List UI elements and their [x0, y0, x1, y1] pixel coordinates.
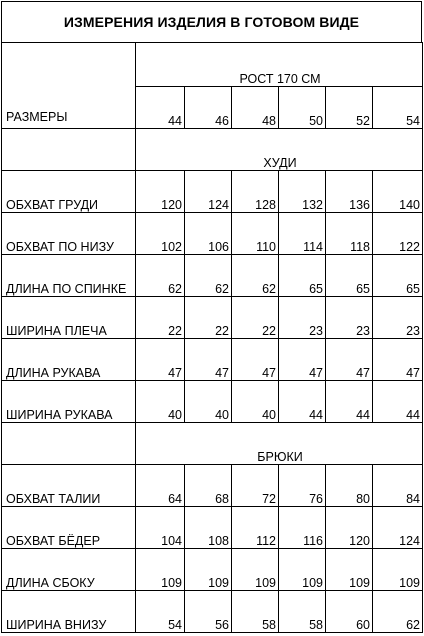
measurement-value: 110 [232, 213, 279, 255]
measurement-label: ОБХВАТ ГРУДИ [2, 171, 136, 213]
measurement-value: 44 [373, 381, 423, 423]
measurement-value: 44 [326, 381, 373, 423]
measurement-value: 120 [136, 171, 185, 213]
measurement-value: 112 [232, 507, 279, 549]
measurement-value: 23 [279, 297, 326, 339]
measurement-value: 118 [326, 213, 373, 255]
size-header-cell: 44 [136, 87, 185, 129]
table-row [2, 171, 423, 213]
measurement-value: 62 [373, 591, 423, 633]
measurement-label: ДЛИНА ПО СПИНКЕ [2, 255, 136, 297]
measurement-value: 64 [136, 465, 185, 507]
height-header-row [2, 43, 423, 87]
measurement-value: 47 [185, 339, 232, 381]
measurement-value: 22 [136, 297, 185, 339]
measurement-value: 65 [373, 255, 423, 297]
measurement-value: 72 [232, 465, 279, 507]
height-label: РОСТ 170 СМ [136, 43, 423, 87]
measurement-label: ДЛИНА РУКАВА [2, 339, 136, 381]
measurement-value: 109 [373, 549, 423, 591]
measurement-value: 109 [185, 549, 232, 591]
measurement-label: ОБХВАТ ТАЛИИ [2, 465, 136, 507]
size-header-cell: 46 [185, 87, 232, 129]
measurement-value: 47 [279, 339, 326, 381]
table-row [2, 255, 423, 297]
measurement-value: 109 [279, 549, 326, 591]
table-row [2, 549, 423, 591]
sizes-label-cell [2, 43, 136, 129]
measurement-value: 124 [373, 507, 423, 549]
section-header-row [2, 129, 423, 171]
measurement-value: 122 [373, 213, 423, 255]
measurement-value: 80 [326, 465, 373, 507]
chart-title: ИЗМЕРЕНИЯ ИЗДЕЛИЯ В ГОТОВОМ ВИДЕ [1, 1, 422, 43]
table-row [2, 381, 423, 423]
size-header-cell: 52 [326, 87, 373, 129]
measurement-label: ОБХВАТ БЁДЕР [2, 507, 136, 549]
measurement-value: 62 [136, 255, 185, 297]
section-title: БРЮКИ [136, 423, 423, 465]
measurement-value: 56 [185, 591, 232, 633]
measurement-value: 58 [279, 591, 326, 633]
measurement-value: 108 [185, 507, 232, 549]
measurement-label: ШИРИНА РУКАВА [2, 381, 136, 423]
measurement-value: 22 [185, 297, 232, 339]
measurement-value: 62 [232, 255, 279, 297]
measurement-value: 109 [136, 549, 185, 591]
measurement-value: 106 [185, 213, 232, 255]
measurement-label: ШИРИНА ВНИЗУ [2, 591, 136, 633]
section-blank-cell [2, 423, 136, 465]
measurement-value: 47 [326, 339, 373, 381]
measurement-table [1, 42, 423, 633]
table-row [2, 591, 423, 633]
section-blank-cell [2, 129, 136, 171]
measurement-value: 47 [136, 339, 185, 381]
section-header-row [2, 423, 423, 465]
measurement-value: 65 [326, 255, 373, 297]
sizes-label: РАЗМЕРЫ [6, 110, 68, 124]
measurement-value: 47 [373, 339, 423, 381]
measurement-value: 109 [232, 549, 279, 591]
measurement-value: 68 [185, 465, 232, 507]
measurement-value: 132 [279, 171, 326, 213]
measurement-value: 120 [326, 507, 373, 549]
measurement-value: 40 [232, 381, 279, 423]
measurement-label: ДЛИНА СБОКУ [2, 549, 136, 591]
measurement-value: 116 [279, 507, 326, 549]
measurement-value: 40 [136, 381, 185, 423]
measurement-label: ОБХВАТ ПО НИЗУ [2, 213, 136, 255]
table-row [2, 297, 423, 339]
measurement-value: 102 [136, 213, 185, 255]
table-row [2, 465, 423, 507]
measurement-value: 128 [232, 171, 279, 213]
measurement-value: 104 [136, 507, 185, 549]
measurement-value: 124 [185, 171, 232, 213]
measurement-value: 40 [185, 381, 232, 423]
measurement-value: 136 [326, 171, 373, 213]
measurement-value: 60 [326, 591, 373, 633]
size-header-cell: 54 [373, 87, 423, 129]
measurement-value: 47 [232, 339, 279, 381]
measurement-value: 140 [373, 171, 423, 213]
measurement-value: 58 [232, 591, 279, 633]
measurement-value: 114 [279, 213, 326, 255]
measurement-value: 23 [373, 297, 423, 339]
measurement-value: 76 [279, 465, 326, 507]
measurement-value: 84 [373, 465, 423, 507]
measurement-value: 65 [279, 255, 326, 297]
measurement-value: 54 [136, 591, 185, 633]
size-header-cell: 48 [232, 87, 279, 129]
table-row [2, 213, 423, 255]
measurement-value: 62 [185, 255, 232, 297]
section-title: ХУДИ [136, 129, 423, 171]
measurement-label: ШИРИНА ПЛЕЧА [2, 297, 136, 339]
measurement-value: 22 [232, 297, 279, 339]
table-row [2, 507, 423, 549]
table-row [2, 339, 423, 381]
size-header-cell: 50 [279, 87, 326, 129]
measurement-value: 23 [326, 297, 373, 339]
measurement-value: 109 [326, 549, 373, 591]
measurement-value: 44 [279, 381, 326, 423]
